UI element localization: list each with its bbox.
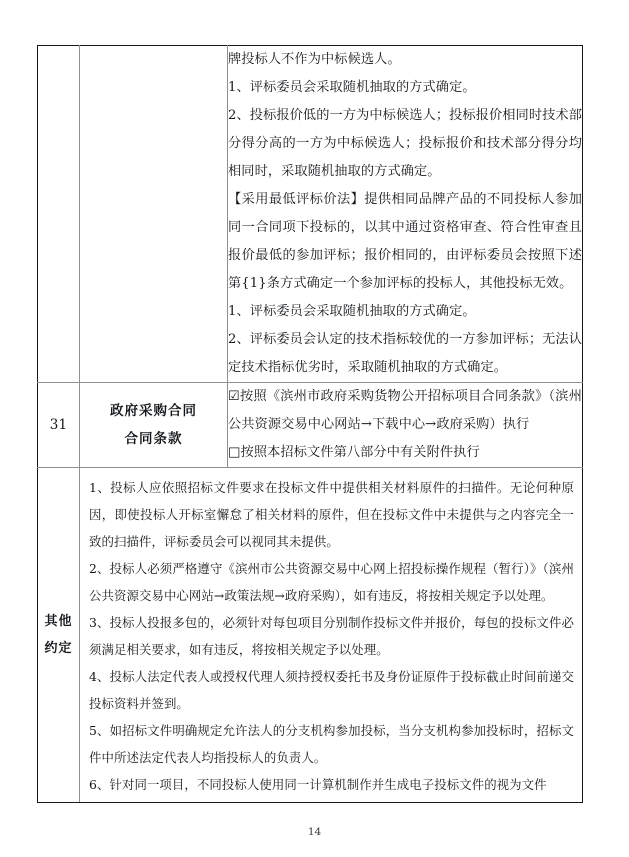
row-number-cell: 31: [38, 383, 80, 468]
paragraph: 4、投标人法定代表人或授权代理人须持授权委托书及身份证原件于投标截止时间前递交投标资料并签到。: [89, 669, 574, 711]
checkbox-option-unchecked[interactable]: □按照本招标文件第八部分中有关附件执行: [228, 445, 480, 460]
checkbox-option-checked[interactable]: ☑按照《滨州市政府采购货物公开招标项目合同条款》（滨州公共资源交易中心网站→下载中心→政府采购）执行: [228, 389, 582, 432]
paragraph: 5、如招标文件明确规定允许法人的分支机构参加投标，当分支机构参加投标时，招标文件中所述法定代表人均指投标人的负责人。: [89, 723, 574, 765]
row-item-line: 政府采购合同: [110, 403, 197, 419]
row-content-contract-terms: [228, 383, 583, 468]
paragraph: 1、评标委员会采取随机抽取的方式确定。: [228, 304, 476, 319]
row-content-other-terms: [80, 468, 583, 803]
paragraph: 牌投标人不作为中标候选人。: [228, 52, 401, 67]
row-item-line: 合同条款: [124, 431, 183, 447]
page-number: 14: [307, 826, 322, 838]
paragraph: 1、投标人应依照招标文件要求在投标文件中提供相关材料原件的扫描件。无论何种原因，即使投标人开标室懈怠了相关材料的原件，但在投标文件中未提供与之内容完全一致的扫描件，评标委员会可以视同其未提供。: [89, 480, 574, 549]
paragraph: 6、针对同一项目，不同投标人使用同一计算机制作并生成电子投标文件的视为文件: [89, 777, 547, 792]
table-row-other-terms: [38, 468, 583, 803]
table-row-31: [38, 383, 583, 468]
row-number-cell-empty: [38, 46, 80, 383]
table-row-continued: [38, 46, 583, 383]
paragraph: 2、投标报价低的一方为中标候选人；投标报价相同时技术部分得分高的一方为中标候选人；投标报价和技术部分得分均相同时，采取随机抽取的方式确定。: [228, 108, 582, 179]
row-item-cell-empty: [80, 46, 228, 383]
paragraph: 2、投标人必须严格遵守《滨州市公共资源交易中心网上招投标操作规程（暂行）》（滨州公共资源交易中心网站→政策法规→政府采购），如有违反，将按相关规定予以处理。: [89, 561, 574, 603]
paragraph: 3、投标人投报多包的，必须针对每包项目分别制作投标文件并报价，每包的投标文件必须满足相关要求，如有违反，将按相关规定予以处理。: [89, 615, 574, 657]
requirements-table: [37, 45, 583, 803]
paragraph: 【采用最低评标价法】提供相同品牌产品的不同投标人参加同一合同项下投标的，以其中通过资格审查、符合性审查且报价最低的参加评标；报价相同的，由评标委员会按照下述第{1}条方式确定一个参加评标的投标人，其他投标无效。: [228, 192, 582, 291]
paragraph: 2、评标委员会认定的技术指标较优的一方参加评标；无法认定技术指标优劣时，采取随机抽取的方式确定。: [228, 332, 582, 375]
row-item-cell: [80, 383, 228, 468]
paragraph: 1、评标委员会采取随机抽取的方式确定。: [228, 80, 476, 95]
row-label-line: 其他: [44, 614, 73, 629]
row-label-line: 约定: [44, 641, 73, 656]
row-content-continued: [228, 46, 583, 383]
row-label-other-terms: [38, 468, 80, 803]
